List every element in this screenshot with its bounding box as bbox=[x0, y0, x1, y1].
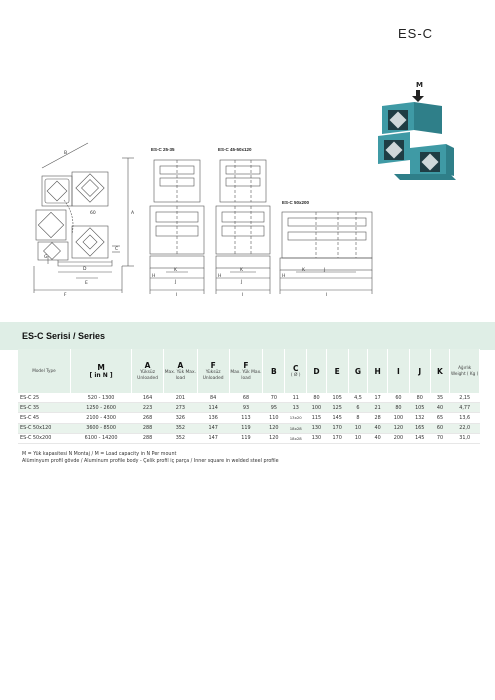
table-cell: 10 bbox=[348, 433, 368, 443]
table-cell: 3600 - 8500 bbox=[70, 423, 131, 433]
table-cell: 105 bbox=[409, 403, 430, 413]
note-line-1: M = Yük kapasitesi N Montaj / M = Load capacity in N Per mount bbox=[22, 452, 177, 457]
table-cell-model: ES-C 25 bbox=[18, 393, 70, 403]
col-header-m: M [ in N ] bbox=[70, 349, 131, 393]
table-cell: 60 bbox=[430, 423, 450, 433]
label-esc-50x200: ES-C 50x200 bbox=[282, 200, 310, 205]
table-cell: 65 bbox=[430, 413, 450, 423]
table-cell: 119 bbox=[229, 433, 263, 443]
table-cell: 13x20 bbox=[285, 413, 307, 423]
table-cell: 119 bbox=[229, 423, 263, 433]
dim-letter-c: C bbox=[115, 247, 119, 252]
dim-letter-h-2: H bbox=[218, 274, 222, 279]
dim-letter-f: F bbox=[64, 293, 67, 298]
load-arrow-icon bbox=[412, 90, 424, 102]
table-cell-model: ES-C 50x120 bbox=[18, 423, 70, 433]
table-cell: 130 bbox=[307, 423, 327, 433]
table-cell: 120 bbox=[263, 433, 285, 443]
table-cell: 40 bbox=[368, 433, 388, 443]
table-cell-model: ES-C 35 bbox=[18, 403, 70, 413]
table-cell: 4,77 bbox=[450, 403, 480, 413]
table-cell: 147 bbox=[197, 433, 229, 443]
table-cell: 100 bbox=[307, 403, 327, 413]
col-header-model: Model Type bbox=[18, 349, 70, 393]
col-header-a-unloaded: A Yüksüz Unloaded bbox=[132, 349, 164, 393]
table-cell: 114 bbox=[197, 403, 229, 413]
col-header-f-unloaded: F Yüksüz Unloaded bbox=[197, 349, 229, 393]
table-cell: 40 bbox=[430, 403, 450, 413]
table-cell: 164 bbox=[132, 393, 164, 403]
col-header-weight: Ağırlık Weight ( Kg ) bbox=[450, 349, 480, 393]
table-cell: 18x28 bbox=[285, 423, 307, 433]
table-cell: 165 bbox=[409, 423, 430, 433]
dim-letter-h-3: H bbox=[282, 274, 286, 279]
table-cell: 80 bbox=[307, 393, 327, 403]
table-cell: 288 bbox=[132, 433, 164, 443]
table-cell: 120 bbox=[263, 423, 285, 433]
table-cell: 147 bbox=[197, 423, 229, 433]
col-header-i: I bbox=[388, 349, 410, 393]
dim-letter-h-1: H bbox=[152, 274, 156, 279]
table-cell: 11 bbox=[285, 393, 307, 403]
table-cell: 93 bbox=[229, 403, 263, 413]
dim-letter-d: D bbox=[83, 267, 87, 272]
col-header-a-max: A Max. Yük Max. load bbox=[163, 349, 197, 393]
table-cell: 80 bbox=[388, 403, 410, 413]
col-header-f-max: F Max. Yük Max. load bbox=[229, 349, 263, 393]
table-cell: 22,0 bbox=[450, 423, 480, 433]
table-cell: 84 bbox=[197, 393, 229, 403]
table-row bbox=[18, 433, 480, 443]
table-cell: 4,5 bbox=[348, 393, 368, 403]
table-cell: 326 bbox=[163, 413, 197, 423]
table-cell: 113 bbox=[229, 413, 263, 423]
table-cell: 28 bbox=[368, 413, 388, 423]
table-cell: 21 bbox=[368, 403, 388, 413]
table-cell: 17 bbox=[368, 393, 388, 403]
col-header-b: B bbox=[263, 349, 285, 393]
table-cell: 125 bbox=[326, 403, 348, 413]
col-header-g: G bbox=[348, 349, 368, 393]
table-cell: 201 bbox=[163, 393, 197, 403]
table-cell: 13 bbox=[285, 403, 307, 413]
dim-letter-k-2: K bbox=[240, 268, 243, 273]
table-cell: 115 bbox=[307, 413, 327, 423]
table-row bbox=[18, 393, 480, 403]
dim-letter-k-1: K bbox=[174, 268, 177, 273]
product-illustration bbox=[370, 78, 460, 188]
table-cell: 68 bbox=[229, 393, 263, 403]
table-header-row bbox=[18, 349, 480, 393]
spec-table bbox=[18, 349, 480, 444]
dim-letter-a: A bbox=[131, 211, 135, 216]
table-cell: 145 bbox=[409, 433, 430, 443]
table-cell: 273 bbox=[163, 403, 197, 413]
table-cell: 40 bbox=[368, 423, 388, 433]
label-esc-25-35: ES-C 25-35 bbox=[151, 147, 175, 152]
dim-letter-j-2: J bbox=[241, 280, 243, 285]
table-cell: 6 bbox=[348, 403, 368, 413]
col-header-k: K bbox=[430, 349, 450, 393]
note-line-2: Alüminyum profil gövde / Aluminum profile body - Çelik profil iç parça / Inner square in welded steel profile bbox=[22, 459, 279, 464]
dim-letter-e: E bbox=[85, 281, 88, 286]
table-cell: 145 bbox=[326, 413, 348, 423]
col-header-h: H bbox=[368, 349, 388, 393]
table-cell: 8 bbox=[348, 413, 368, 423]
table-cell-model: ES-C 50x200 bbox=[18, 433, 70, 443]
table-cell: 2100 - 4300 bbox=[70, 413, 131, 423]
table-cell: 120 bbox=[388, 423, 410, 433]
dim-letter-g: G bbox=[44, 255, 48, 260]
dim-angle: 60 bbox=[90, 211, 96, 216]
side-view-50x200 bbox=[276, 208, 376, 298]
table-row bbox=[18, 423, 480, 433]
table-cell: 352 bbox=[163, 423, 197, 433]
table-cell: 200 bbox=[388, 433, 410, 443]
table-cell: 100 bbox=[388, 413, 410, 423]
table-cell: 2,15 bbox=[450, 393, 480, 403]
table-cell: 132 bbox=[409, 413, 430, 423]
table-cell: 6100 - 14200 bbox=[70, 433, 131, 443]
table-cell: 105 bbox=[326, 393, 348, 403]
front-view-drawing bbox=[28, 138, 148, 308]
table-cell: 31,0 bbox=[450, 433, 480, 443]
col-header-c: C ( Ø ) bbox=[285, 349, 307, 393]
dim-letter-i-1: I bbox=[176, 293, 178, 298]
table-cell: 268 bbox=[132, 413, 164, 423]
table-cell: 520 - 1300 bbox=[70, 393, 131, 403]
table-cell: 223 bbox=[132, 403, 164, 413]
side-view-25-35 bbox=[146, 156, 208, 298]
col-header-j: J bbox=[409, 349, 430, 393]
label-esc-45-50x120: ES-C 45-50x120 bbox=[218, 147, 252, 152]
dim-letter-i-2: I bbox=[242, 293, 244, 298]
table-cell: 170 bbox=[326, 433, 348, 443]
table-cell: 136 bbox=[197, 413, 229, 423]
brand-title: ES-C bbox=[398, 26, 434, 41]
load-arrow-label: M bbox=[416, 81, 423, 89]
table-cell: 60 bbox=[388, 393, 410, 403]
dim-letter-j-1: J bbox=[175, 280, 177, 285]
table-row bbox=[18, 413, 480, 423]
dim-letter-i-3: I bbox=[326, 293, 328, 298]
table-cell: 95 bbox=[263, 403, 285, 413]
table-row bbox=[18, 403, 480, 413]
dim-letter-j-3: J bbox=[324, 268, 326, 273]
table-cell: 18x28 bbox=[285, 433, 307, 443]
col-header-d: D bbox=[307, 349, 327, 393]
table-cell: 35 bbox=[430, 393, 450, 403]
table-cell: 170 bbox=[326, 423, 348, 433]
table-cell-model: ES-C 45 bbox=[18, 413, 70, 423]
table-cell: 352 bbox=[163, 433, 197, 443]
table-cell: 288 bbox=[132, 423, 164, 433]
table-cell: 1250 - 2600 bbox=[70, 403, 131, 413]
table-cell: 130 bbox=[307, 433, 327, 443]
table-cell: 110 bbox=[263, 413, 285, 423]
table-body bbox=[18, 393, 480, 443]
table-cell: 10 bbox=[348, 423, 368, 433]
notes bbox=[22, 451, 279, 465]
dim-letter-k-3: K bbox=[302, 268, 305, 273]
table-cell: 80 bbox=[409, 393, 430, 403]
section-title: ES-C Serisi / Series bbox=[22, 331, 106, 341]
product-body bbox=[378, 102, 456, 180]
side-view-45-50x120 bbox=[212, 156, 274, 298]
table-cell: 70 bbox=[430, 433, 450, 443]
col-header-e: E bbox=[326, 349, 348, 393]
dim-letter-b: B bbox=[64, 151, 68, 156]
table-cell: 70 bbox=[263, 393, 285, 403]
table-cell: 13,6 bbox=[450, 413, 480, 423]
